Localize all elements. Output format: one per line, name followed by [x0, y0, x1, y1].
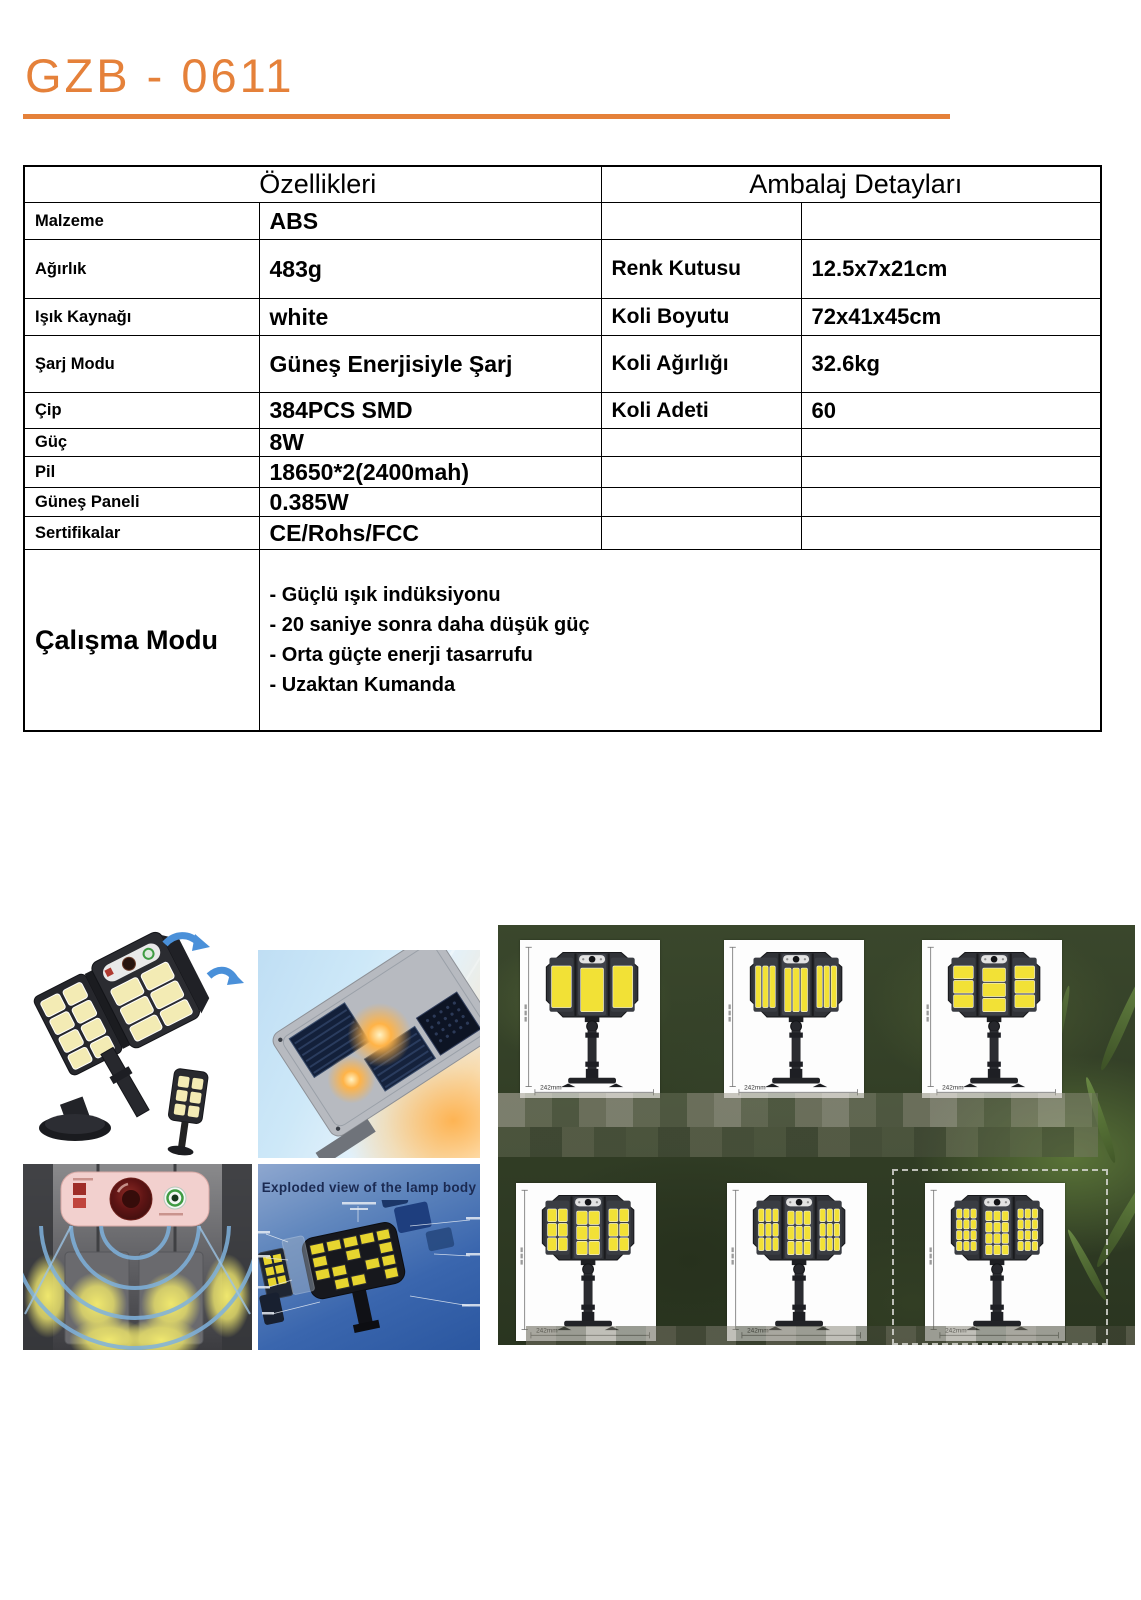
- work-mode-item: - Uzaktan Kumanda: [269, 674, 456, 696]
- pkg-value-empty: [801, 457, 1101, 488]
- solar-underside-illustration: [258, 950, 480, 1158]
- dimension-photo-grid: [498, 925, 1135, 1345]
- spec-label-battery: Pil: [24, 457, 259, 488]
- spec-label-power: Güç: [24, 429, 259, 457]
- spec-table: [23, 165, 1102, 732]
- pkg-label-carton-weight: Koli Ağırlığı: [601, 336, 801, 393]
- lamp-pole: [97, 1045, 152, 1118]
- pkg-label-carton-qty: Koli Adeti: [601, 393, 801, 429]
- spec-label-charge-mode: Şarj Modu: [24, 336, 259, 393]
- spec-value-certificates: CE/Rohs/FCC: [259, 517, 601, 550]
- pkg-value-empty: [801, 429, 1101, 457]
- work-mode-list: [259, 550, 1101, 732]
- spec-value-light-source: white: [259, 299, 601, 336]
- product-dimension-card: [922, 940, 1062, 1098]
- height-label-dashes: [729, 1004, 731, 1021]
- fold-arrowheads: [192, 934, 244, 985]
- pkg-value-carton-qty: 60: [801, 393, 1101, 429]
- work-mode-item: - Güçlü ışık indüksiyonu: [269, 584, 501, 606]
- street-lamp-front-illustration: [724, 940, 864, 1098]
- pkg-value-empty: [801, 517, 1101, 550]
- exploded-diagram: [258, 1200, 480, 1350]
- street-lamp-front-illustration: [520, 940, 660, 1098]
- sensor-radar-illustration: [23, 1164, 252, 1350]
- spec-header-packaging: Ambalaj Detayları: [601, 166, 1101, 203]
- spec-value-battery: 18650*2(2400mah): [259, 457, 601, 488]
- spec-value-solar-panel: 0.385W: [259, 488, 601, 517]
- pkg-label-empty: [601, 517, 801, 550]
- pkg-label-empty: [601, 457, 801, 488]
- dimension-width-label: 242mm: [540, 1084, 562, 1092]
- product-dimension-card: [520, 940, 660, 1098]
- work-mode-item: - Orta güçte enerji tasarrufu: [269, 644, 533, 666]
- blurred-watermark-strip: [498, 1127, 1098, 1157]
- dimension-width-label: 242mm: [942, 1084, 964, 1092]
- pkg-label-empty: [601, 488, 801, 517]
- product-dimension-card: [724, 940, 864, 1098]
- street-lamp-front-illustration: [727, 1183, 867, 1341]
- lamp-pole-and-base: [557, 1260, 619, 1330]
- led-panel-cells: [759, 1209, 840, 1255]
- dimension-width-label: 242mm: [744, 1084, 766, 1092]
- spec-label-work-mode: Çalışma Modu: [24, 550, 259, 732]
- height-label-dashes: [525, 1004, 527, 1021]
- pkg-label-empty: [601, 203, 801, 240]
- led-panel-cells: [756, 966, 837, 1012]
- pkg-label-color-box: Renk Kutusu: [601, 240, 801, 299]
- mini-lamp-inset: [163, 1068, 209, 1157]
- photo-solar-panel-sky: [258, 950, 480, 1158]
- photo-exploded-view: [258, 1164, 480, 1350]
- spec-value-power: 8W: [259, 429, 601, 457]
- spec-value-charge-mode: Güneş Enerjisiyle Şarj: [259, 336, 601, 393]
- height-label-dashes: [732, 1247, 734, 1264]
- spec-label-certificates: Sertifikalar: [24, 517, 259, 550]
- product-photo-collage: [23, 920, 480, 1350]
- street-lamp-front-illustration: [922, 940, 1062, 1098]
- spec-value-material: ABS: [259, 203, 601, 240]
- lamp-pole-and-base: [765, 1017, 827, 1087]
- led-panel-cells: [954, 966, 1035, 1012]
- height-label-dashes: [521, 1247, 523, 1264]
- blurred-watermark-strip: [498, 1093, 1098, 1127]
- selection-marquee: [892, 1169, 1108, 1345]
- folding-lamp-illustration: [23, 920, 252, 1158]
- spec-label-chip: Çip: [24, 393, 259, 429]
- led-panel-cells: [552, 966, 633, 1012]
- pir-sensor-plate: [61, 1172, 209, 1226]
- lamp-base: [39, 1097, 111, 1141]
- pkg-label-empty: [601, 429, 801, 457]
- lamp-pole-and-base: [768, 1260, 830, 1330]
- spec-label-solar-panel: Güneş Paneli: [24, 488, 259, 517]
- height-label-dashes: [927, 1004, 929, 1021]
- spec-label-weight: Ağırlık: [24, 240, 259, 299]
- spec-header-features: Özellikleri: [24, 166, 601, 203]
- pkg-value-carton-weight: 32.6kg: [801, 336, 1101, 393]
- product-dimension-card: [516, 1183, 656, 1341]
- page-title: GZB - 0611: [25, 49, 295, 102]
- exploded-view-title: Exploded view of the lamp body: [261, 1180, 477, 1195]
- spec-label-material: Malzeme: [24, 203, 259, 240]
- pkg-value-carton-size: 72x41x45cm: [801, 299, 1101, 336]
- lamp-pole-and-base: [561, 1017, 623, 1087]
- photo-folding-lamp: [23, 920, 252, 1158]
- product-dimension-card: [727, 1183, 867, 1341]
- pkg-value-color-box: 12.5x7x21cm: [801, 240, 1101, 299]
- fern-leaf: [1097, 968, 1135, 1073]
- pkg-label-carton-size: Koli Boyutu: [601, 299, 801, 336]
- spec-value-chip: 384PCS SMD: [259, 393, 601, 429]
- spec-label-light-source: Işık Kaynağı: [24, 299, 259, 336]
- title-underline: [23, 114, 950, 119]
- work-mode-item: - 20 saniye sonra daha düşük güç: [269, 614, 590, 636]
- pkg-value-empty: [801, 488, 1101, 517]
- spec-value-weight: 483g: [259, 240, 601, 299]
- pkg-value-empty: [801, 203, 1101, 240]
- street-lamp-front-illustration: [516, 1183, 656, 1341]
- photo-sensor-closeup: [23, 1164, 252, 1350]
- lamp-pole-and-base: [963, 1017, 1025, 1087]
